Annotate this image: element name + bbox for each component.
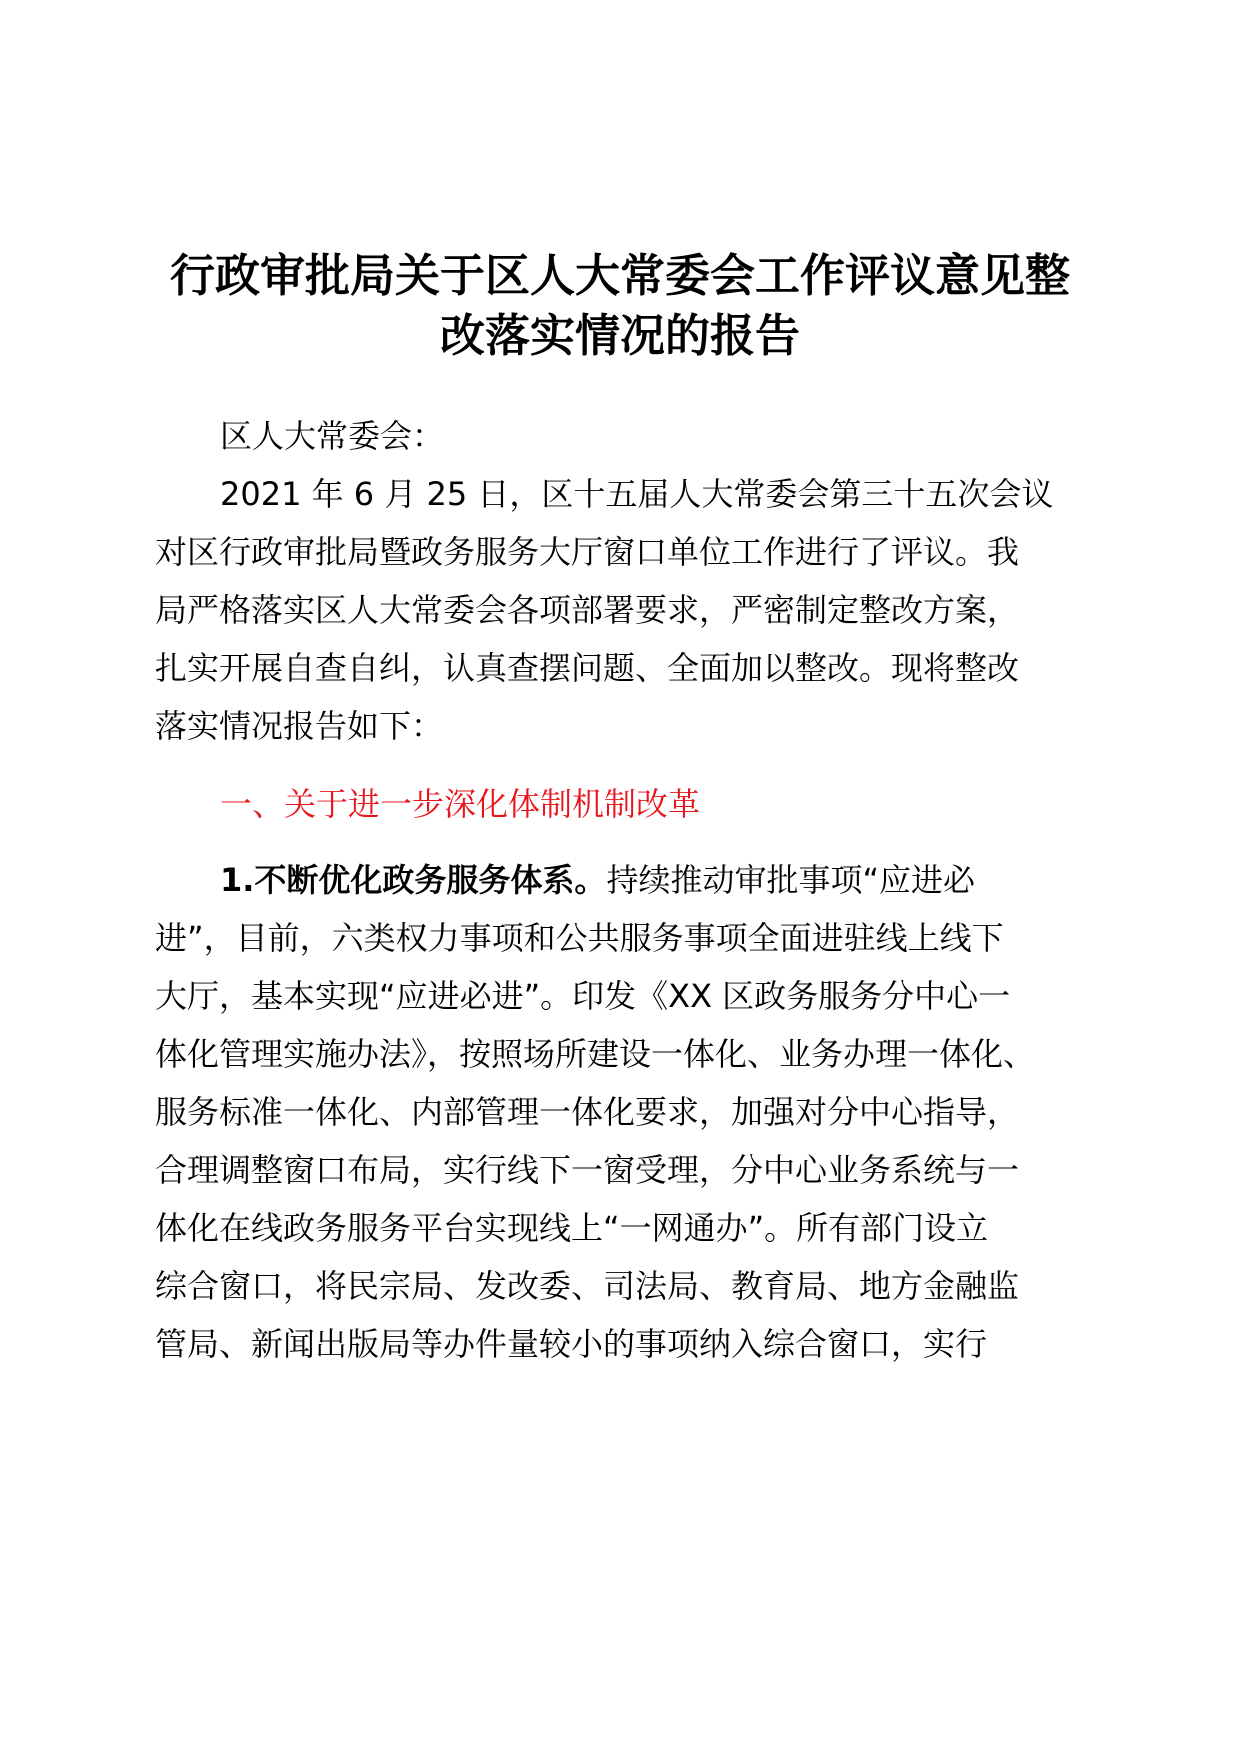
document-title-line-1: 行政审批局关于区人大常委会工作评议意见整: [169, 249, 1070, 302]
item-1-line-6: 合理调整窗口布局，实行线下一窗受理，分中心业务系统与一: [155, 1151, 1020, 1189]
paragraph-1-line-4: 扎实开展自查自纠，认真查摆问题、全面加以整改。现将整改: [155, 649, 1020, 687]
paragraph-1-line-1: 2021 年 6 月 25 日，区十五届人大常委会第三十五次会议: [220, 475, 1054, 513]
item-1-line-7: 体化在线政务服务平台实现线上“一网通办”。所有部门设立: [155, 1209, 989, 1247]
paragraph-1-line-2: 对区行政审批局暨政务服务大厅窗口单位工作进行了评议。我: [155, 533, 1020, 571]
paragraph-1-line-5: 落实情况报告如下：: [155, 707, 444, 745]
item-1-line-9: 管局、新闻出版局等办件量较小的事项纳入综合窗口，实行: [155, 1325, 988, 1363]
paragraph-1-line-3: 局严格落实区人大常委会各项部署要求，严密制定整改方案，: [155, 591, 1020, 629]
item-1-line-3: 大厅，基本实现“应进必进”。印发《XX 区政务服务分中心一: [155, 977, 1011, 1015]
item-1-lead: 1.不断优化政务服务体系。: [220, 861, 607, 899]
item-1-line-8: 综合窗口，将民宗局、发改委、司法局、教育局、地方金融监: [155, 1267, 1020, 1305]
item-1-line-2: 进”，目前，六类权力事项和公共服务事项全面进驻线上线下: [155, 919, 1004, 957]
document-title: [150, 246, 1090, 366]
section-1-heading: 一、关于进一步深化体制机制改革: [220, 785, 701, 823]
item-1-first-line: [220, 856, 975, 904]
item-1-line-5: 服务标准一体化、内部管理一体化要求，加强对分中心指导，: [155, 1093, 1020, 1131]
item-1-line-4: 体化管理实施办法》，按照场所建设一体化、业务办理一体化、: [155, 1035, 1036, 1073]
document-title-line-2: 改落实情况的报告: [439, 309, 800, 362]
salutation: 区人大常委会：: [220, 417, 445, 455]
item-1-first-line-text: 持续推动审批事项“应进必: [606, 861, 976, 899]
